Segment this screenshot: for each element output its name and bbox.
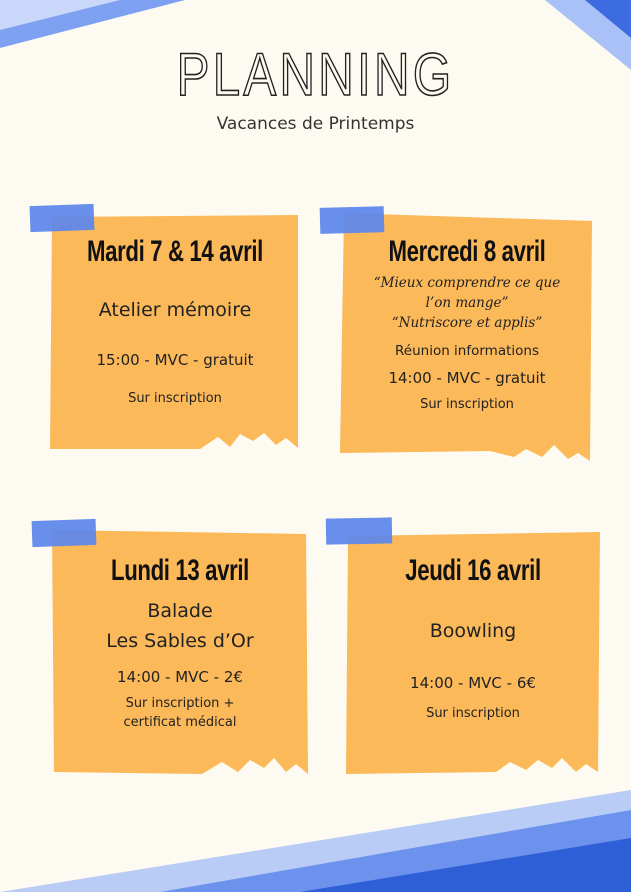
note-time: 15:00 - MVC - gratuit bbox=[96, 351, 254, 369]
note-mercredi bbox=[340, 213, 594, 463]
note-activity: Réunion informations bbox=[395, 343, 539, 359]
page-title: PLANNING bbox=[176, 41, 455, 108]
note-mardi bbox=[50, 213, 300, 453]
note-quote-line-1: “Mieux comprendre ce que bbox=[373, 275, 561, 291]
note-registration-line-2: certificat médical bbox=[123, 715, 237, 730]
note-day: Mardi 7 & 14 avril bbox=[87, 235, 263, 268]
note-content bbox=[340, 213, 594, 412]
note-day: Mercredi 8 avril bbox=[388, 235, 546, 268]
note-time: 14:00 - MVC - gratuit bbox=[388, 369, 546, 387]
note-activity: Atelier mémoire bbox=[98, 299, 252, 321]
note-content bbox=[50, 213, 300, 406]
header bbox=[0, 40, 631, 134]
note-activity-line-1: Balade bbox=[147, 600, 213, 622]
note-quote-line-3: “Nutriscore et applis” bbox=[391, 315, 543, 331]
note-activity-line-2: Les Sables d’Or bbox=[106, 630, 254, 652]
note-jeudi bbox=[346, 532, 600, 776]
note-registration-line-1: Sur inscription + bbox=[125, 696, 235, 711]
note-content bbox=[52, 530, 308, 730]
note-registration: Sur inscription bbox=[128, 391, 222, 406]
note-registration: Sur inscription bbox=[426, 706, 520, 721]
note-quote-line-2: l’on mange” bbox=[425, 295, 509, 311]
note-lundi bbox=[52, 530, 308, 776]
note-day: Lundi 13 avril bbox=[111, 554, 249, 587]
note-activity: Boowling bbox=[429, 620, 517, 642]
note-registration: Sur inscription bbox=[420, 397, 514, 412]
note-time: 14:00 - MVC - 6€ bbox=[410, 674, 536, 692]
note-time: 14:00 - MVC - 2€ bbox=[117, 668, 243, 686]
note-day: Jeudi 16 avril bbox=[405, 554, 541, 587]
page-subtitle: Vacances de Printemps bbox=[216, 114, 415, 134]
note-content bbox=[346, 532, 600, 721]
